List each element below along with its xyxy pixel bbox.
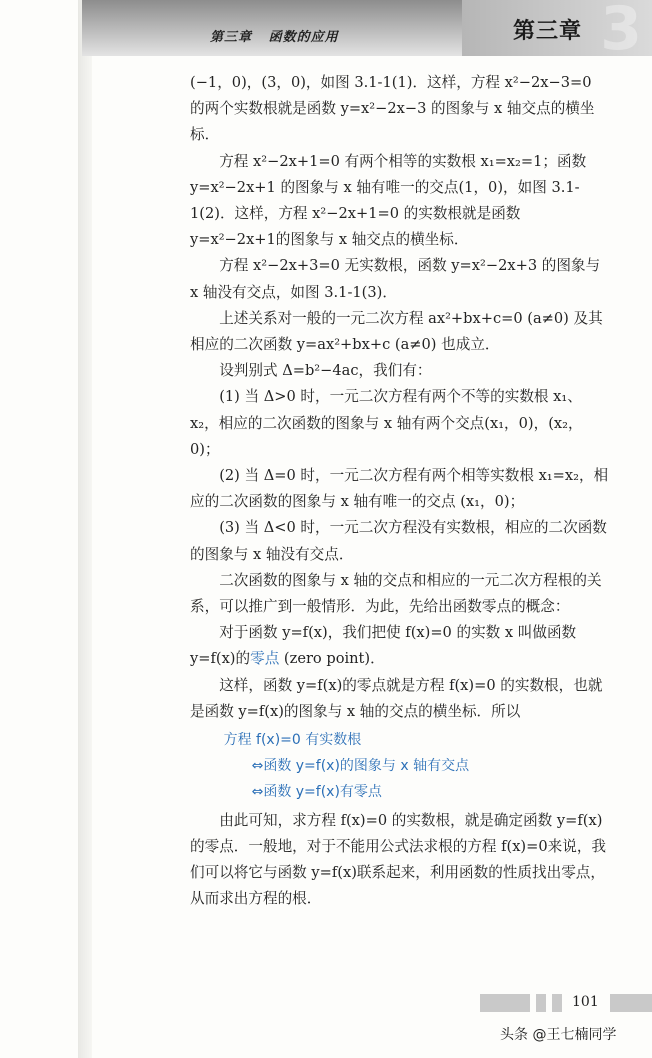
paragraph: 方程 x²−2x+1=0 有两个相等的实数根 x₁=x₂=1；函数 y=x²−2x+1 的图象与 x 轴有唯一的交点(1，0)，如图 3.1-1(2)．这样，方程 x²−2x+1=0 的实数根就是函数 y=x²−2x+1的图象与 x 轴交点的横坐标．: [190, 152, 587, 249]
equivalence-line: ⇔函数 y=f(x)的图象与 x 轴有交点: [251, 758, 470, 775]
header-chapter-label: 第三章 函数的应用: [210, 30, 339, 45]
paragraph: 这样，函数 y=f(x)的零点就是方程 f(x)=0 的实数根，也就是函数 y=f(x)的图象与 x 轴的交点的横坐标．所以: [190, 676, 603, 720]
closing-paragraph: 由此可知，求方程 f(x)=0 的实数根，就是确定函数 y=f(x)的零点．一般地，对于不能用公式法求根的方程 f(x)=0来说，我们可以将它与函数 y=f(x)联系起来，利用函数的性质找出零点，从而求出方程的根．: [190, 811, 607, 908]
paragraph: (−1，0)，(3，0)，如图 3.1-1(1)．这样，方程 x²−2x−3=0 的两个实数根就是函数 y=x²−2x−3 的图象与 x 轴交点的横坐标．: [190, 74, 595, 144]
paragraph: 设判别式 Δ=b²−4ac，我们有：: [219, 362, 432, 380]
case-item: (1) 当 Δ>0 时，一元二次方程有两个不等的实数根 x₁、x₂，相应的二次函数的图象与 x 轴有两个交点(x₁，0)，(x₂，0)；: [190, 388, 583, 458]
chapter-header: [82, 0, 652, 64]
page-number: 101: [572, 994, 599, 1010]
paragraph: 二次函数的图象与 x 轴的交点和相应的一元二次方程根的关系，可以推广到一般情形．为此，先给出函数零点的概念：: [190, 571, 602, 616]
paragraph: 上述关系对一般的一元二次方程 ax²+bx+c=0 (a≠0) 及其相应的二次函数 y=ax²+bx+c (a≠0) 也成立．: [190, 309, 603, 354]
body-text: [190, 70, 610, 913]
chapter-tab: [462, 0, 652, 64]
equivalence-line: ⇔函数 y=f(x)有零点: [251, 784, 382, 801]
chapter-number-watermark-icon: 3: [600, 0, 642, 64]
equivalence-line: 方程 f(x)=0 有实数根: [223, 732, 362, 749]
definition-text: 对于函数 y=f(x)，我们把使 f(x)=0 的实数 x 叫做函数 y=f(x)的: [190, 624, 577, 668]
definition-paragraph: [190, 620, 610, 672]
zero-point-term: 零点: [250, 650, 280, 668]
watermark: 头条 @王七楠同学: [500, 1027, 617, 1043]
footer-decoration: [480, 994, 652, 1012]
definition-tail: (zero point)．: [279, 650, 385, 668]
paragraph: 方程 x²−2x+3=0 无实数根，函数 y=x²−2x+3 的图象与 x 轴没有交点，如图 3.1-1(3)．: [190, 257, 601, 301]
left-margin-band: [78, 0, 92, 1058]
case-item: (3) 当 Δ<0 时，一元二次方程没有实数根，相应的二次函数的图象与 x 轴没有交点．: [190, 519, 607, 563]
case-item: (2) 当 Δ=0 时，一元二次方程有两个相等实数根 x₁=x₂，相应的二次函数的图象与 x 轴有唯一的交点 (x₁，0)；: [190, 467, 609, 511]
chapter-tab-label: 第三章: [512, 19, 582, 44]
